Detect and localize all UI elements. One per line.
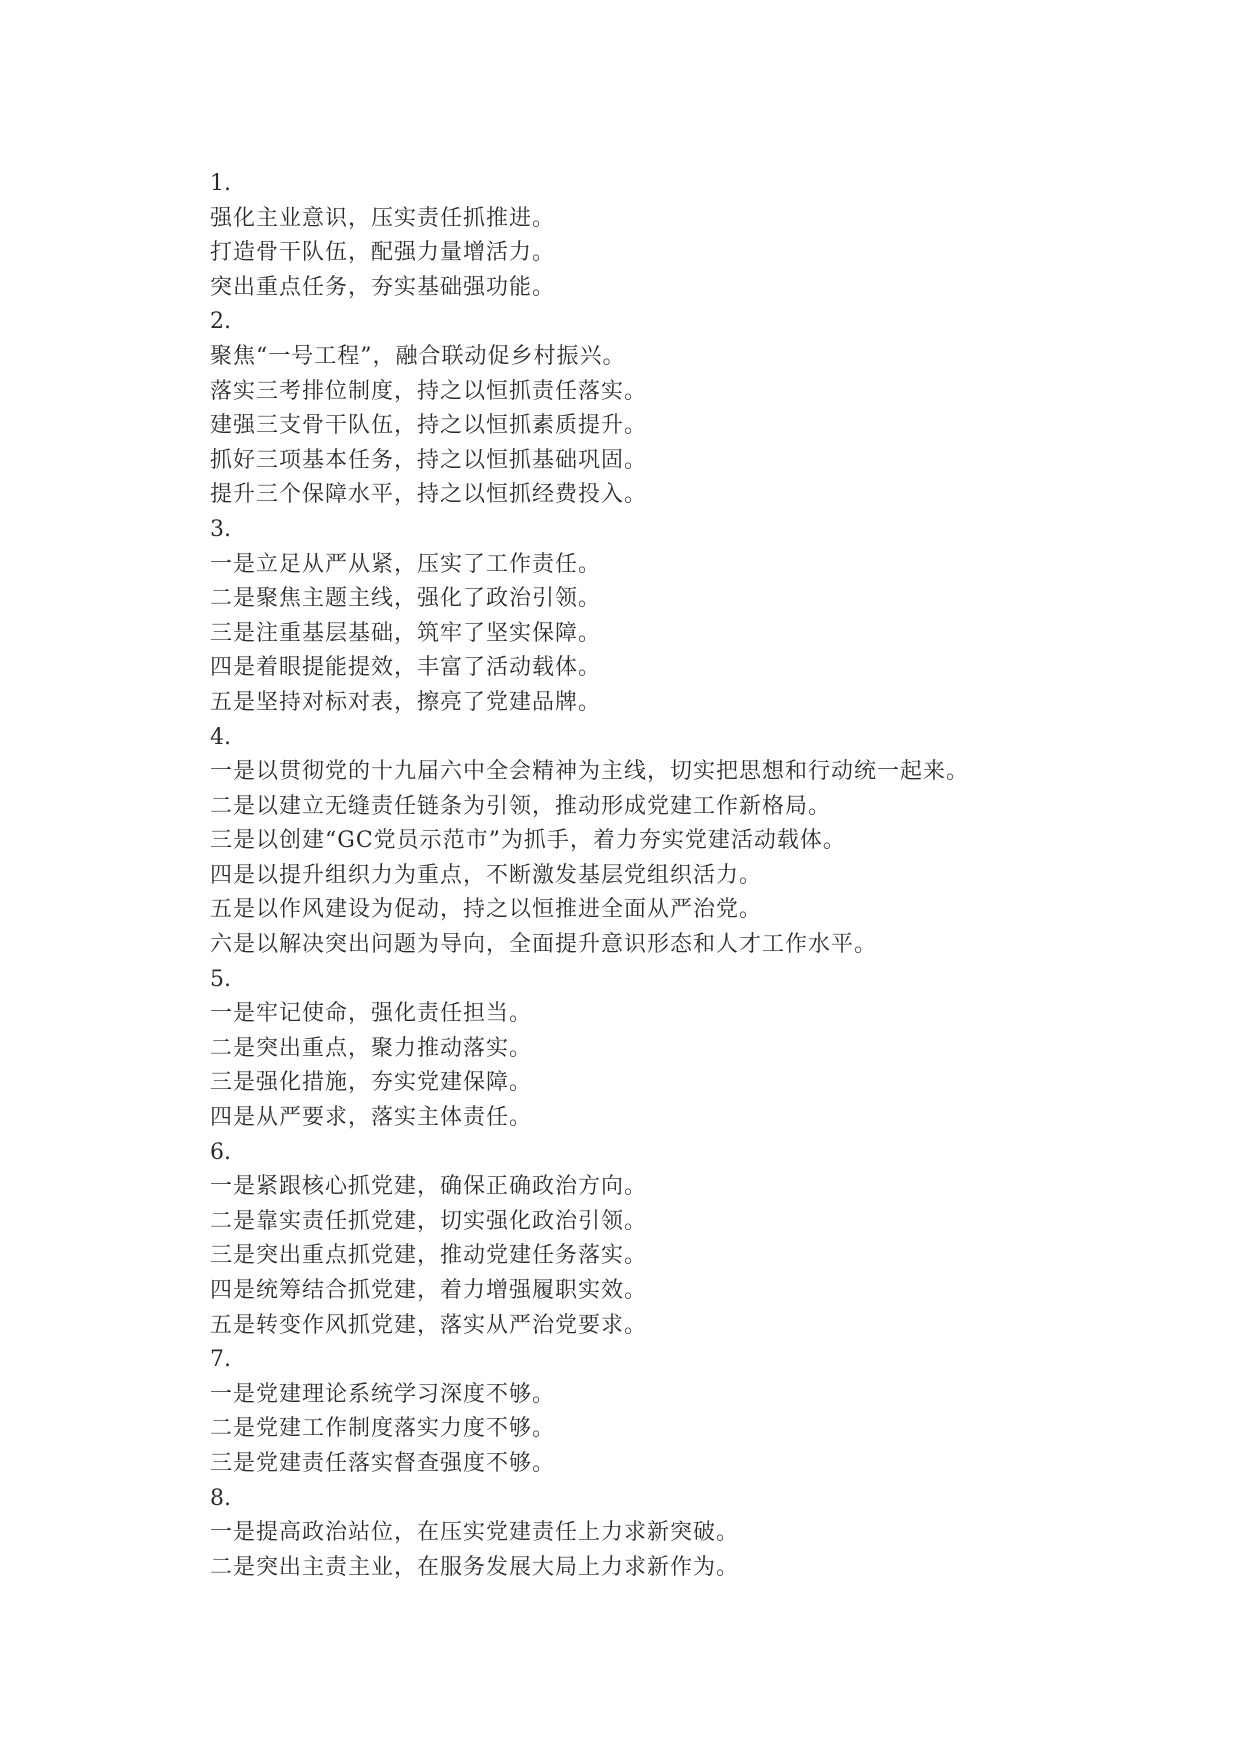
section-4 <box>210 721 1110 963</box>
section-number: 4. <box>210 724 231 750</box>
text-line: 四是从严要求，落实主体责任。 <box>210 1105 533 1131</box>
text-line: 一是紧跟核心抓党建，确保正确政治方向。 <box>210 1174 648 1200</box>
section-number: 3. <box>210 516 231 542</box>
text-line: 三是以创建“GC党员示范市”为抓手，着力夯实党建活动载体。 <box>210 828 846 854</box>
text-line: 二是党建工作制度落实力度不够。 <box>210 1416 556 1442</box>
text-line: 六是以解决突出问题为导向，全面提升意识形态和人才工作水平。 <box>210 932 878 958</box>
text-line: 一是立足从严从紧，压实了工作责任。 <box>210 551 602 577</box>
text-line: 建强三支骨干队伍，持之以恒抓素质提升。 <box>210 413 648 439</box>
section-1 <box>210 167 1110 305</box>
section-number: 1. <box>210 171 231 196</box>
text-line: 一是提高政治站位，在压实党建责任上力求新突破。 <box>210 1520 740 1546</box>
text-line: 四是着眼提能提效，丰富了活动载体。 <box>210 655 602 681</box>
text-line: 五是坚持对标对表，擦亮了党建品牌。 <box>210 689 602 715</box>
text-line: 四是统筹结合抓党建，着力增强履职实效。 <box>210 1278 648 1303</box>
text-line: 二是突出重点，聚力推动落实。 <box>210 1035 533 1061</box>
section-8 <box>210 1482 1110 1586</box>
section-number: 5. <box>210 966 231 992</box>
text-line: 二是靠实责任抓党建，切实强化政治引领。 <box>210 1208 648 1234</box>
section-5 <box>210 963 1110 1136</box>
text-line: 三是党建责任落实督查强度不够。 <box>210 1450 556 1476</box>
section-7 <box>210 1343 1110 1481</box>
text-line: 落实三考排位制度，持之以恒抓责任落实。 <box>210 378 648 404</box>
section-number: 6. <box>210 1139 231 1165</box>
text-line: 突出重点任务，夯实基础强功能。 <box>210 274 556 300</box>
text-line: 强化主业意识，压实责任抓推进。 <box>210 205 556 231</box>
section-number: 8. <box>210 1485 231 1511</box>
text-line: 打造骨干队伍，配强力量增活力。 <box>210 240 556 266</box>
text-line: 四是以提升组织力为重点，不断激发基层党组织活力。 <box>210 862 763 888</box>
text-line: 二是突出主责主业，在服务发展大局上力求新作为。 <box>210 1554 740 1580</box>
text-line: 一是牢记使命，强化责任担当。 <box>210 1001 533 1027</box>
section-number: 7. <box>210 1347 231 1373</box>
text-line: 三是强化措施，夯实党建保障。 <box>210 1070 533 1096</box>
text-line: 三是注重基层基础，筑牢了坚实保障。 <box>210 620 602 646</box>
text-line: 一是党建理论系统学习深度不够。 <box>210 1381 556 1407</box>
text-line: 五是转变作风抓党建，落实从严治党要求。 <box>210 1312 648 1338</box>
text-line: 一是以贯彻党的十九届六中全会精神为主线，切实把思想和行动统一起来。 <box>210 759 970 785</box>
document-body <box>210 167 1110 1585</box>
text-line: 二是聚焦主题主线，强化了政治引领。 <box>210 586 602 612</box>
text-line: 提升三个保障水平，持之以恒抓经费投入。 <box>210 482 648 508</box>
text-line: 三是突出重点抓党建，推动党建任务落实。 <box>210 1243 648 1269</box>
text-line: 聚焦“一号工程”，融合联动促乡村振兴。 <box>210 343 626 369</box>
text-line: 五是以作风建设为促动，持之以恒推进全面从严治党。 <box>210 897 763 923</box>
section-6 <box>210 1136 1110 1344</box>
text-line: 抓好三项基本任务，持之以恒抓基础巩固。 <box>210 447 648 473</box>
section-2 <box>210 305 1110 513</box>
section-3 <box>210 513 1110 721</box>
text-line: 二是以建立无缝责任链条为引领，推动形成党建工作新格局。 <box>210 793 832 819</box>
section-number: 2. <box>210 309 231 335</box>
